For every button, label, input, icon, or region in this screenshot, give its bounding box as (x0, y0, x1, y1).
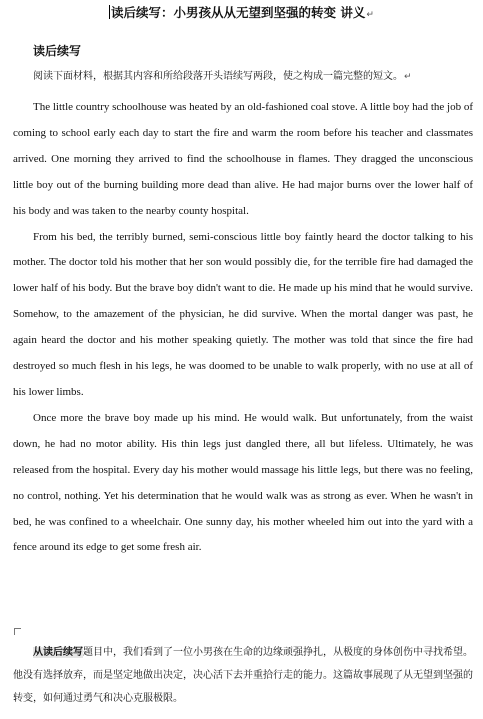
story-paragraph: The little country schoolhouse was heated by an old-fashioned coal stove. A little boy had the job of coming to school early each day to start the fire and warm the room before his teacher and classmates arrived. One morning they arrived to find the schoolhouse in flames. They dragged the unconscious little boy out of the burning building more dead than alive. He had major burns over the lower half of his body and was taken to the nearby county hospital. (13, 101, 473, 217)
summary-text: 题目中，我们看到了一位小男孩在生命的边缘顽强挣扎，从极度的身体创伤中寻找希望。他没有选择放弃，而是坚定地做出决定，决心活下去并重拾行走的能力。这篇故事展现了从无望到坚强的转变，如何通过勇气和决心克服极限。 (13, 647, 473, 704)
story-paragraph: From his bed, the terribly burned, semi-conscious little boy faintly heard the doctor talking to his mother. The doctor told his mother that her son would possibly die, for the terrible fire had damaged the lower half of his body. But the brave boy didn't want to die. He made up his mind that he would survive. Somehow, to the amazement of the physician, he did survive. When the mortal danger was past, he again heard the doctor and his mother speaking quietly. The mother was told that since the fire had destroyed so much flesh in his legs, he was doomed to be unable to walk properly, with no use at all of his lower limbs. (13, 230, 473, 398)
paragraph-mark-icon: ↵ (404, 72, 412, 82)
instruction-text: 阅读下面材料，根据其内容和所给段落开头语续写两段，使之构成一篇完整的短文。↵ (33, 71, 412, 82)
story-passage (13, 95, 473, 561)
section-heading: 读后续写 (33, 44, 82, 58)
summary-lead: 从读后续写 (33, 647, 83, 658)
paragraph-corner-mark-icon (14, 628, 21, 635)
story-paragraph: Once more the brave boy made up his mind. He would walk. But unfortunately, from the waist down, he had no motor ability. His thin legs just dangled there, all but lifeless. Ultimately, he was released from the hospital. Every day his mother would massage his little legs, but there was no feeling, no control, nothing. Yet his determination that he would walk was as strong as ever. When he wasn't in bed, he was confined to a wheelchair. One sunny day, his mother wheeled him out into the yard with a fence around its edge to get some fresh air. (13, 411, 473, 554)
summary-paragraph (13, 641, 473, 710)
paragraph-mark-icon: ↵ (366, 10, 374, 20)
document-title: 读后续写：小男孩从从无望到坚强的转变 讲义↵ (111, 5, 374, 20)
text-cursor (109, 5, 110, 19)
